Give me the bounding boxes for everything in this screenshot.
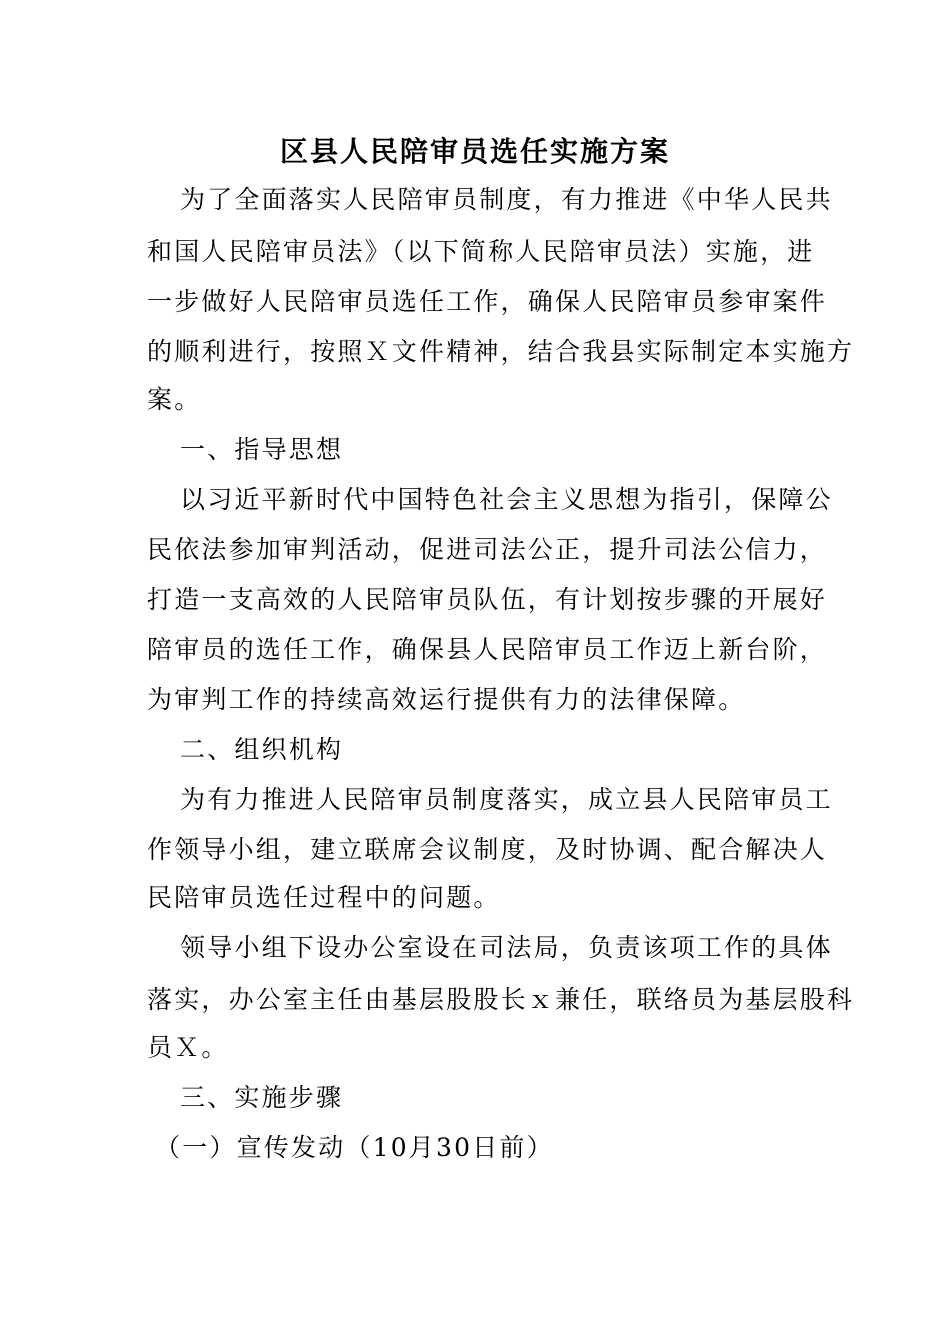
body-line: 民依法参加审判活动，促进司法公正，提升司法公信力， <box>147 535 828 564</box>
body-line: 为有力推进人民陪审员制度落实，成立县人民陪审员工 <box>180 785 833 814</box>
document-title: 区县人民陪审员选任实施方案 <box>279 135 670 168</box>
body-line: 为了全面落实人民陪审员制度，有力推进《中华人民共 <box>180 185 833 214</box>
body-line: 员Ｘ。 <box>147 1033 229 1062</box>
body-line: 为审判工作的持续高效运行提供有力的法律保障。 <box>147 685 746 714</box>
body-line: 打造一支高效的人民陪审员队伍，有计划按步骤的开展好 <box>147 585 828 614</box>
body-line: 作领导小组，建立联席会议制度，及时协调、配合解决人 <box>147 835 828 864</box>
body-line: 落实，办公室主任由基层股股长ｘ兼任，联络员为基层股科 <box>147 985 855 1014</box>
body-line: 陪审员的选任工作，确保县人民陪审员工作迈上新台阶， <box>147 635 828 664</box>
body-line: 案。 <box>147 385 202 414</box>
subsection-heading: （一）宣传发动（10月30日前） <box>155 1133 554 1162</box>
body-line: 以习近平新时代中国特色社会主义思想为指引，保障公 <box>180 485 833 514</box>
body-line: 领导小组下设办公室设在司法局，负责该项工作的具体 <box>180 933 833 962</box>
section-heading: 二、组织机构 <box>180 735 344 764</box>
body-line: 的顺利进行，按照Ｘ文件精神，结合我县实际制定本实施方 <box>147 337 855 366</box>
body-line: 和国人民陪审员法》（以下简称人民陪审员法）实施，进 <box>147 237 815 266</box>
section-heading: 一、指导思想 <box>180 435 344 464</box>
body-line: 一步做好人民陪审员选任工作，确保人民陪审员参审案件 <box>147 287 828 316</box>
section-heading: 三、实施步骤 <box>180 1083 344 1112</box>
body-line: 民陪审员选任过程中的问题。 <box>147 883 501 912</box>
